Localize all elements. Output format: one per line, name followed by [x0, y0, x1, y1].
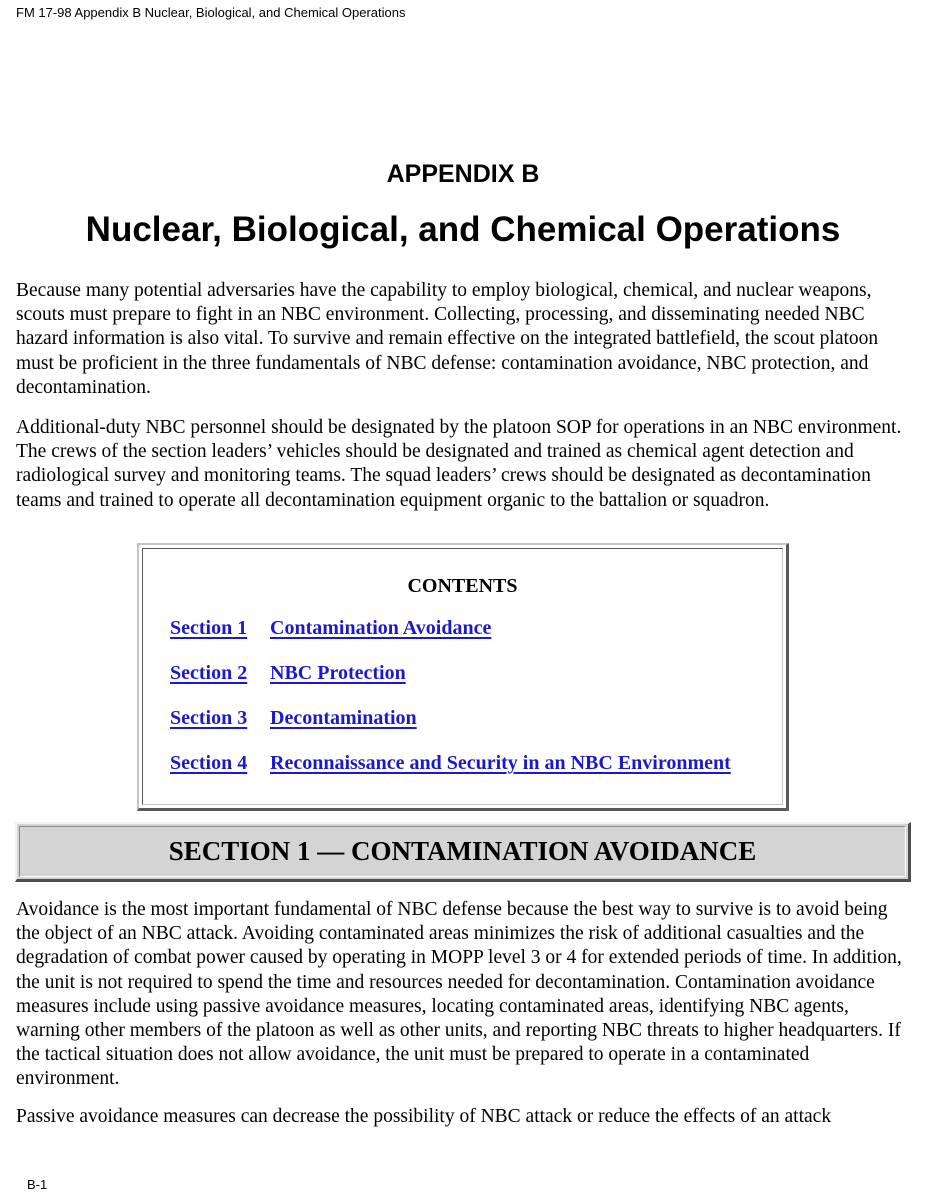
page-title: Nuclear, Biological, and Chemical Operations — [85, 210, 841, 249]
section-1-paragraph-2: Passive avoidance measures can decrease the possibility of NBC attack or reduce the effects of an attack — [16, 1106, 832, 1127]
appendix-label: APPENDIX B — [386, 160, 540, 188]
page-number: B-1 — [27, 1177, 48, 1192]
contents-title: CONTENTS — [407, 575, 518, 597]
section-1-paragraph-1: Avoidance is the most important fundamental of NBC defense because the best way to survive is to avoid being the object of an NBC attack. Avoiding contaminated areas minimizes the risk of additional casualties and the degradation of combat power caused by operating in MOPP level 3 or 4 for extended periods of time. In addition, the unit is not required to spend the time and resources needed for decontamination. Contamination avoidance measures include using passive avoidance measures, locating contaminated areas, identifying NBC agents, warning other members of the platoon as well as other units, and reporting NBC threats to higher headquarters. If the tactical situation does not allow avoidance, the unit must be prepared to operate in a contaminated environment. — [16, 899, 902, 1090]
toc-section-4-link[interactable]: Section 4 — [170, 752, 248, 774]
toc-decontamination-link[interactable]: Decontamination — [270, 707, 417, 729]
toc-item — [170, 707, 417, 730]
toc-item — [170, 617, 491, 640]
toc-contamination-avoidance-link[interactable]: Contamination Avoidance — [270, 617, 492, 639]
toc-section-1-link[interactable]: Section 1 — [170, 617, 248, 639]
running-head: FM 17-98 Appendix B Nuclear, Biological, and Chemical Operations — [16, 5, 406, 20]
toc-section-3-link[interactable]: Section 3 — [170, 707, 248, 729]
toc-item — [170, 752, 731, 775]
section-1-header-bar — [15, 822, 911, 882]
toc-nbc-protection-link[interactable]: NBC Protection — [270, 662, 406, 684]
intro-paragraph-2: Additional-duty NBC personnel should be designated by the platoon SOP for operations in an NBC environment. The crews of the section leaders’ vehicles should be designated and trained as chemical agent detection and radiological survey and monitoring teams. The squad leaders’ crews should be designated as decontamination teams and trained to operate all decontamination equipment organic to the battalion or squadron. — [16, 417, 902, 511]
toc-item — [170, 662, 406, 685]
contents-box — [137, 543, 789, 811]
toc-section-2-link[interactable]: Section 2 — [170, 662, 248, 684]
section-1-heading: SECTION 1 — CONTAMINATION AVOIDANCE — [168, 836, 757, 866]
intro-paragraph-1: Because many potential adversaries have the capability to employ biological, chemical, and nuclear weapons, scouts must prepare to fight in an NBC environment. Collecting, processing, and disseminating needed NBC hazard information is also vital. To survive and remain effective on the integrated battlefield, the scout platoon must be proficient in the three fundamentals of NBC defense: contamination avoidance, NBC protection, and decontamination. — [16, 280, 879, 398]
toc-recon-security-link[interactable]: Reconnaissance and Security in an NBC Environment — [270, 752, 731, 774]
